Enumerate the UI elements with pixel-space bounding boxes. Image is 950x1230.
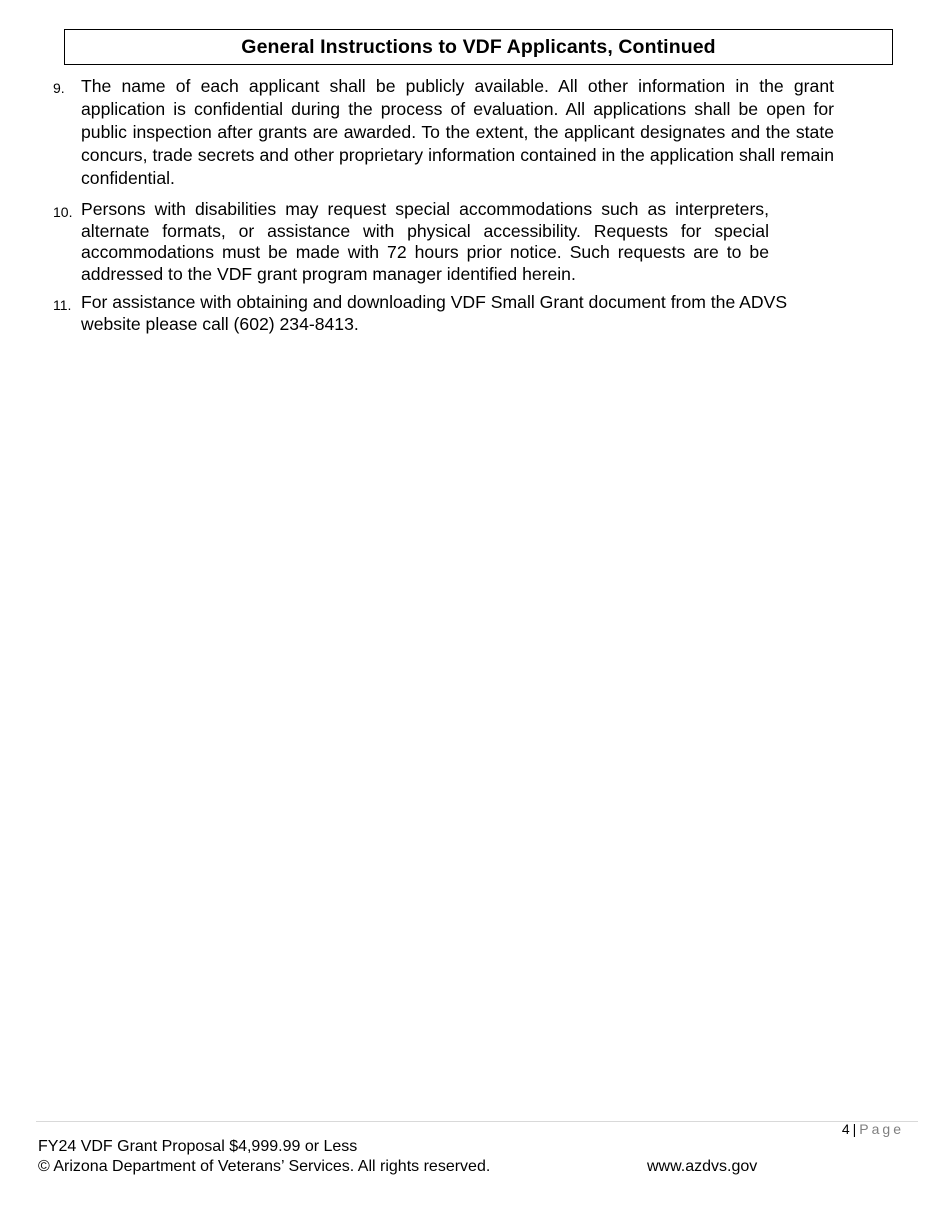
footer-copyright: © Arizona Department of Veterans’ Services. All rights reserved. (38, 1158, 491, 1175)
item-number: 11. (53, 297, 72, 313)
item-number: 10. (53, 204, 73, 220)
footer-divider (36, 1121, 918, 1122)
page-indicator (842, 1121, 904, 1137)
footer-website: www.azdvs.gov (647, 1158, 758, 1175)
page-number: 4 (841, 1121, 850, 1137)
page-separator: | (852, 1121, 857, 1137)
item-text: Persons with disabilities may request special accommodations such as interpreters, alternate formats, or assistance with physical accessibility. Requests for special accommodations must be made with 72 hours prior notice. Such requests are to be addressed to the VDF grant program manager identified herein. (81, 199, 769, 284)
section-title: General Instructions to VDF Applicants, Continued (64, 29, 893, 65)
item-text: The name of each applicant shall be publicly available. All other information in the grant application is confidential during the process of evaluation. All applications shall be open for public inspection after grants are awarded. To the extent, the applicant designates and the state concurs, trade secrets and other proprietary information contained in the application shall remain confidential. (81, 76, 834, 188)
page-word: Page (859, 1121, 904, 1137)
footer-document-title: FY24 VDF Grant Proposal $4,999.99 or Less (38, 1138, 358, 1155)
item-text: For assistance with obtaining and downloading VDF Small Grant document from the ADVS website please call (602) 234-8413. (81, 292, 788, 334)
item-number: 9. (53, 80, 65, 96)
